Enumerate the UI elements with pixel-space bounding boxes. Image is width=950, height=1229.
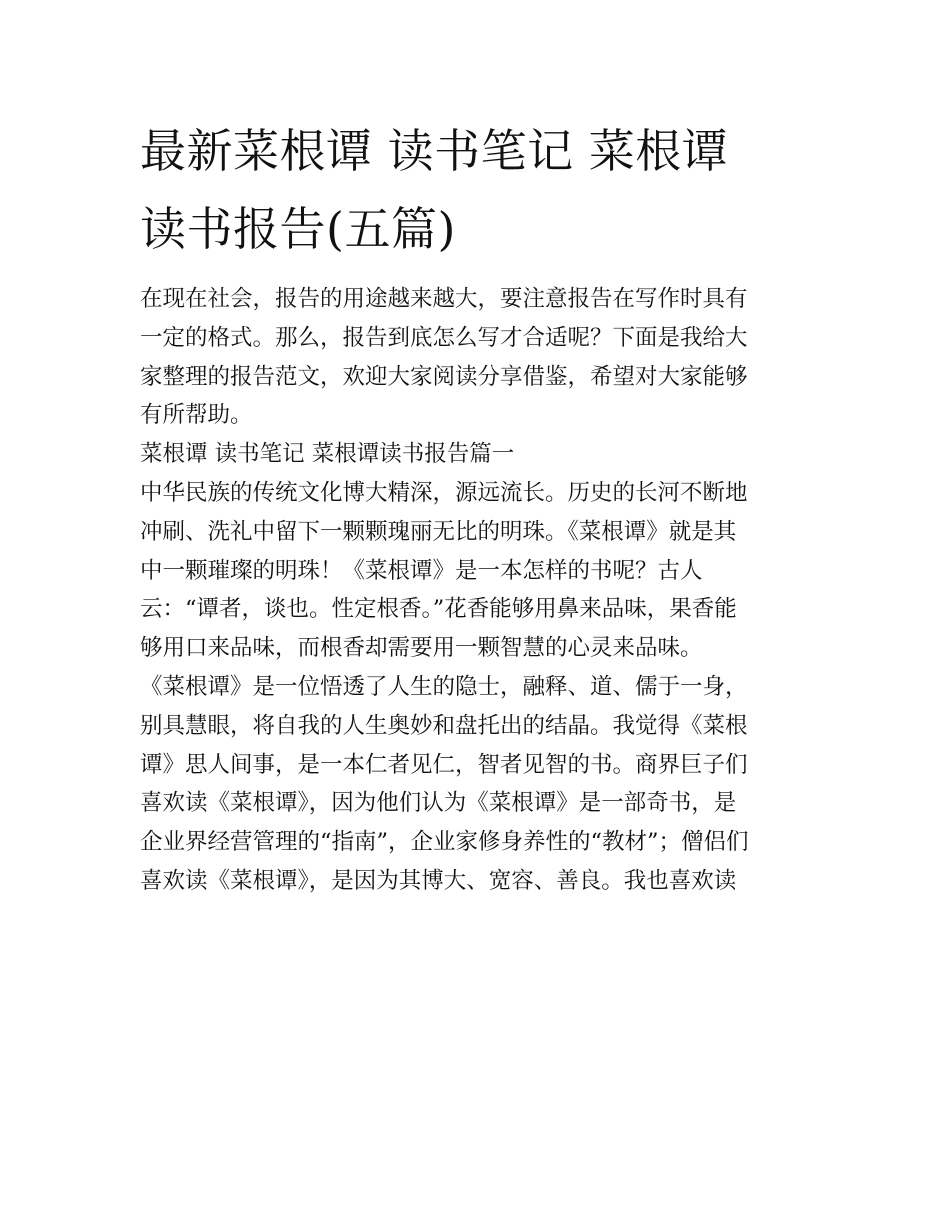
intro-line-1: 在现在社会，报告的用途越来越大，要注意报告在写作时具有: [140, 286, 748, 312]
intro-line-4: 有所帮助。: [140, 402, 253, 429]
section-heading: 菜根谭 读书笔记 菜根谭读书报告篇一: [140, 441, 515, 468]
paragraph-line-1: 中华民族的传统文化博大精深，源远流长。历史的长河不断地: [140, 479, 748, 506]
paragraph-line-6: 《菜根谭》是一位悟透了人生的隐士，融释、道、儒于一身，: [140, 673, 748, 700]
paragraph-line-5: 够用口来品味，而根香却需要用一颗智慧的心灵来品味。: [140, 635, 703, 662]
paragraph-line-2: 冲刷、洗礼中留下一颗颗瑰丽无比的明珠。《菜根谭》就是其: [140, 518, 737, 545]
title-line-1: 最新菜根谭 读书笔记 菜根谭: [140, 124, 729, 178]
intro-line-3: 家整理的报告范文，欢迎大家阅读分享借鉴，希望对大家能够: [140, 363, 748, 390]
paragraph-line-3: 中一颗璀璨的明珠！《菜根谭》是一本怎样的书呢？古人: [140, 557, 703, 584]
paragraph-line-4: 云：“谭者，谈也。性定根香。”花香能够用鼻来品味，果香能: [140, 596, 737, 623]
paragraph-line-10: 企业界经营管理的“指南”，企业家修身养性的“教材”；僧侣们: [140, 829, 749, 856]
paragraph-line-11: 喜欢读《菜根谭》，是因为其博大、宽容、善良。我也喜欢读: [140, 867, 737, 894]
paragraph-line-9: 喜欢读《菜根谭》，因为他们认为《菜根谭》是一部奇书，是: [140, 790, 737, 817]
document-title: [140, 112, 820, 268]
intro-line-2: 一定的格式。那么，报告到底怎么写才合适呢？下面是我给大: [140, 324, 748, 351]
title-line-2: 读书报告(五篇): [140, 202, 456, 256]
paragraph-line-7: 别具慧眼，将自我的人生奥妙和盘托出的结晶。我觉得《菜根: [140, 712, 748, 739]
document-body: [140, 280, 830, 901]
paragraph-line-8: 谭》思人间事，是一本仁者见仁，智者见智的书。商界巨子们: [140, 751, 748, 778]
